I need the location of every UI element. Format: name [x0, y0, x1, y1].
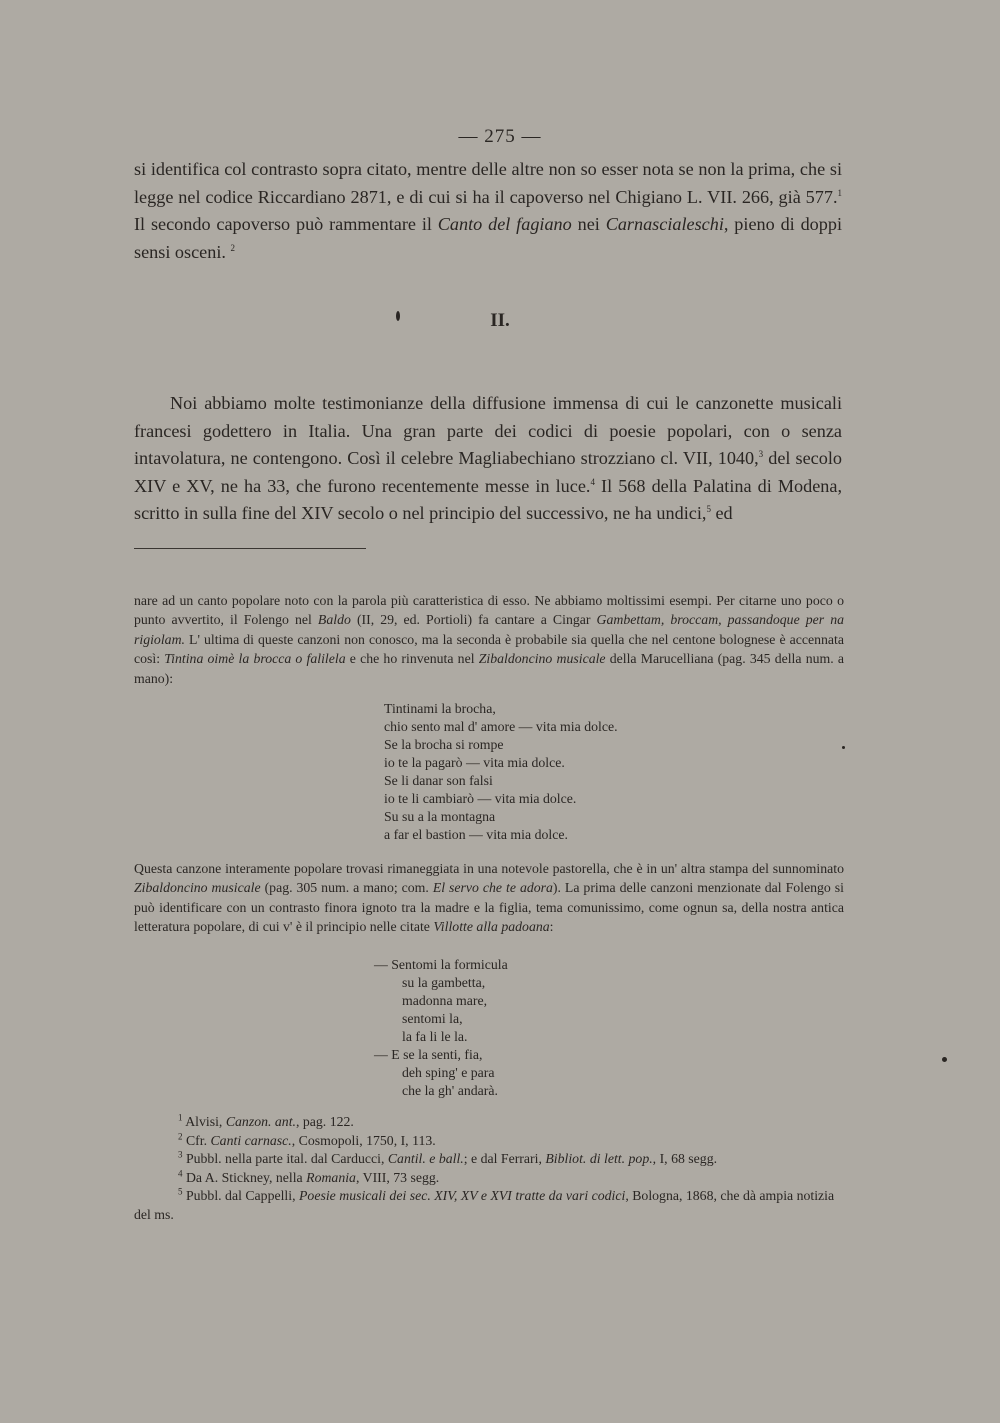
note-paragraph-2: Questa canzone interamente popolare trovasi rimaneggiata in una notevole pastorella, che è in un' altra stampa del sunnominato Zibaldoncino musicale (pag. 305 num. a mano; com. El servo che te adora). La prima delle canzoni menzionate dal Folengo si può identificare con un contrasto finora ignoto tra la madre e la figlia, tema comunissimo, come ognun sa, della nostra antica letteratura popolare, di cui v' è il principio nelle citate Villotte alla padoana:	[134, 861, 844, 935]
footnote-5: $^5$ Pubbl. dal Cappelli, Poesie musicali dei sec. XIV, XV e XVI tratte da vari codici, Bologna, 1868, che dà ampia notizia del ms.	[134, 1186, 835, 1222]
poem-line: — E se la senti, fia,	[374, 1047, 483, 1062]
page-number: — 275 —	[458, 126, 542, 147]
section-heading: II.	[490, 310, 510, 331]
footnote-separator	[134, 548, 366, 549]
footnote-ref-5: 5	[706, 503, 711, 514]
footnote-ref-3: 3	[758, 448, 764, 459]
footnote-4: $^4$ Da A. Stickney, nella Romania, VIII, 73 segg.	[178, 1168, 440, 1185]
poem-line: su la gambetta,	[402, 975, 486, 990]
poem-line: io te la pagarò — vita mia dolce.	[384, 755, 565, 770]
poem-tintinami	[384, 700, 618, 844]
poem-line: a far el bastion — vita mia dolce.	[384, 827, 568, 842]
poem-line: madonna mare,	[402, 993, 488, 1008]
poem-line: sentomi la,	[402, 1011, 463, 1026]
note-continuation: nare ad un canto popolare noto con la parola più caratteristica di esso. Ne abbiamo moltissimi esempi. Per citarne uno poco o punto avvertito, il Folengo nel Baldo (II, 29, ed. Portioli) fa cantare a Cingar Gambettam, broccam, passandoque per na rigiolam. L' ultima di queste canzoni non conosco, ma la seconda è probabile sia quella che nel centone bolognese è accennata così: Tintina oimè la brocca o falilela e che ho rinvenuta nel Zibaldoncino musicale della Marucelliana (pag. 345 della num. a mano):	[134, 593, 844, 686]
footnote-ref-1: 1	[837, 187, 842, 198]
body-paragraph-2: Noi abbiamo molte testimonianze della diffusione immensa di cui le canzonette musicali francesi godettero in Italia. Una gran parte dei codici di poesie popolari, con o senza intavolatura, ne contengono. Così il celebre Magliabechiano strozziano cl. VII, 1040,$^3$ del secolo XIV e XV, ne ha 33, che furono recentemente messe in luce.$^4$ Il 568 della Palatina di Modena, scritto in sulla fine del XIV secolo o nel principio del successivo, ne ha undici,$^5$ ed	[134, 393, 842, 523]
footnote-ref-4: 4	[590, 476, 595, 487]
poem-line: io te li cambiarò — vita mia dolce.	[384, 791, 577, 806]
body-paragraph-1: si identifica col contrasto sopra citato, mentre delle altre non so esser nota se non la prima, che si legge nel codice Riccardiano 2871, e di cui si ha il capoverso nel Chigiano L. VII. 266, già 577.$^1$ Il secondo capoverso può rammentare il Canto del fagiano nei Carnascialeschi, pieno di doppi sensi osceni. $^2$	[134, 159, 842, 262]
poem-line: che la gh' andarà.	[402, 1083, 498, 1098]
poem-line: Su su a la montagna	[384, 809, 496, 824]
poem-line: deh sping' e para	[402, 1065, 495, 1080]
ink-mark	[942, 1057, 947, 1062]
poem-line: Tintinami la brocha,	[384, 701, 496, 716]
ink-mark	[842, 746, 845, 749]
footnote-1: $^1$ Alvisi, Canzon. ant., pag. 122.	[178, 1112, 354, 1129]
poem-line: Se la brocha si rompe	[384, 737, 504, 752]
poem-line: chio sento mal d' amore — vita mia dolce.	[384, 719, 618, 734]
poem-line: la fa li le la.	[402, 1029, 468, 1044]
footnote-3: $^3$ Pubbl. nella parte ital. dal Carducci, Cantil. e ball.; e dal Ferrari, Bibliot. di lett. pop., I, 68 segg.	[178, 1149, 718, 1167]
poem-line: — Sentomi la formicula	[374, 957, 508, 972]
poem-line: Se li danar son falsi	[384, 773, 493, 788]
footnote-2: $^2$ Cfr. Canti carnasc., Cosmopoli, 1750, I, 113.	[178, 1131, 436, 1148]
footnote-ref-2: 2	[230, 242, 235, 253]
poem-sentomi	[374, 956, 508, 1100]
footnotes	[134, 1113, 848, 1225]
